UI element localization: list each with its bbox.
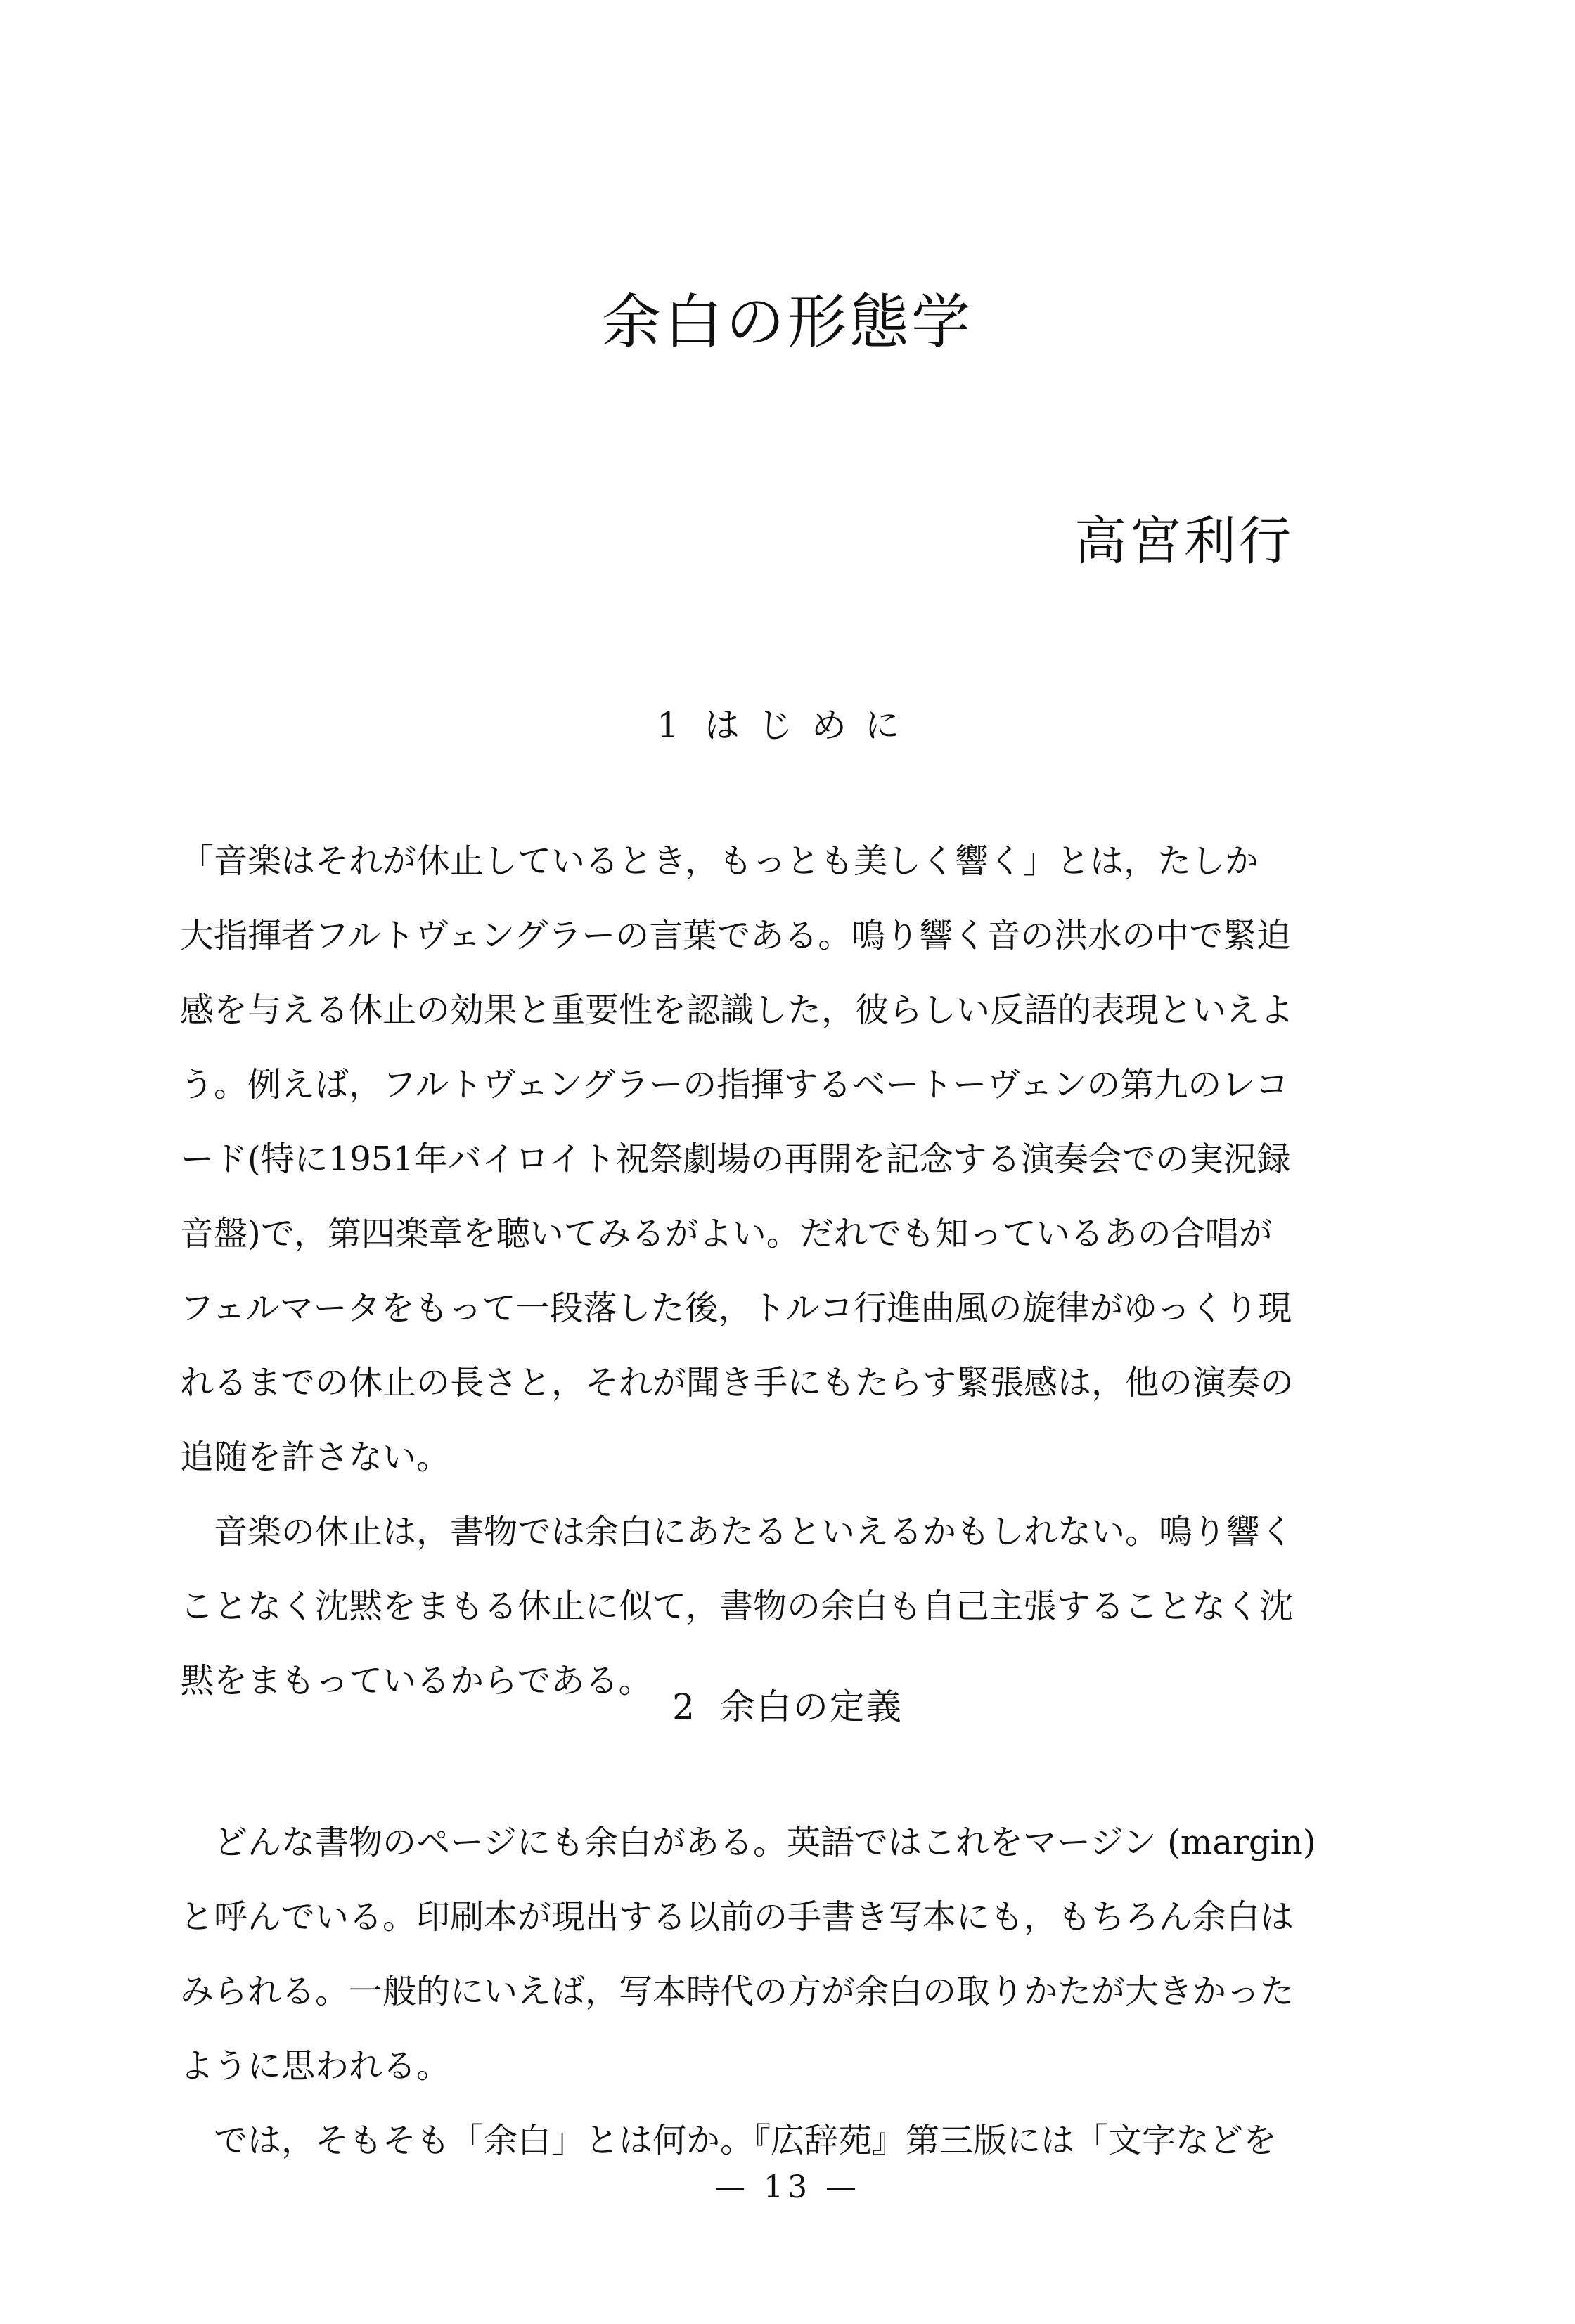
body-line: 大指揮者フルトヴェングラーの言葉である。鳴り響く音の洪水の中で緊迫: [180, 916, 1291, 955]
body-line: では，そもそも「余白」とは何か。『広辞苑』第三版には「文字などを: [180, 2121, 1278, 2160]
body-line: フェルマータをもって一段落した後，トルコ行進曲風の旋律がゆっくり現: [180, 1289, 1292, 1328]
body-line: みられる。一般的にいえば，写本時代の方が余白の取りかたが大きかった: [180, 1972, 1294, 2011]
body-line: どんな書物のページにも余白がある。英語ではこれをマージン (margin): [180, 1823, 1316, 1862]
body-line: ように思われる。: [180, 2046, 451, 2086]
page-number: — 13 —: [714, 2169, 861, 2205]
body-line: 「音楽はそれが休止しているとき，もっとも美しく響く」とは，たしか: [180, 841, 1259, 881]
section-heading-2: [0, 1686, 1575, 1728]
section-heading-1: [0, 704, 1575, 747]
body-line: ード(特に1951年バイロイト祝祭劇場の再開を記念する演奏会での実況録: [180, 1140, 1291, 1179]
section-number: 1: [657, 705, 681, 746]
body-line: れるまでの休止の長さと，それが聞き手にもたらす緊張感は，他の演奏の: [180, 1363, 1294, 1402]
body-line: と呼んでいる。印刷本が現出する以前の手書き写本にも，もちろん余白は: [180, 1897, 1294, 1937]
section-2-body: [180, 1805, 1361, 2178]
author-name: 高宮利行: [1074, 511, 1294, 572]
section-title: はじめに: [704, 705, 918, 746]
body-line: 感を与える休止の効果と重要性を認識した，彼らしい反語的表現といえよ: [180, 990, 1294, 1030]
article-title: 余白の形態学: [601, 288, 973, 356]
section-title: 余白の定義: [719, 1686, 903, 1727]
body-line: う。例えば，フルトヴェングラーの指揮するベートーヴェンの第九のレコ: [180, 1065, 1290, 1104]
section-1-body: [180, 824, 1361, 1718]
body-line: 音楽の休止は，書物では余白にあたるといえるかもしれない。鳴り響く: [180, 1512, 1294, 1551]
body-line: 音盤)で，第四楽章を聴いてみるがよい。だれでも知っているあの合唱が: [180, 1214, 1273, 1253]
body-line: 追随を許さない。: [180, 1438, 451, 1477]
section-number: 2: [672, 1686, 696, 1727]
body-line: 黙をまもっているからである。: [180, 1661, 652, 1700]
body-line: ことなく沈黙をまもる休止に似て，書物の余白も自己主張することなく沈: [180, 1587, 1294, 1626]
